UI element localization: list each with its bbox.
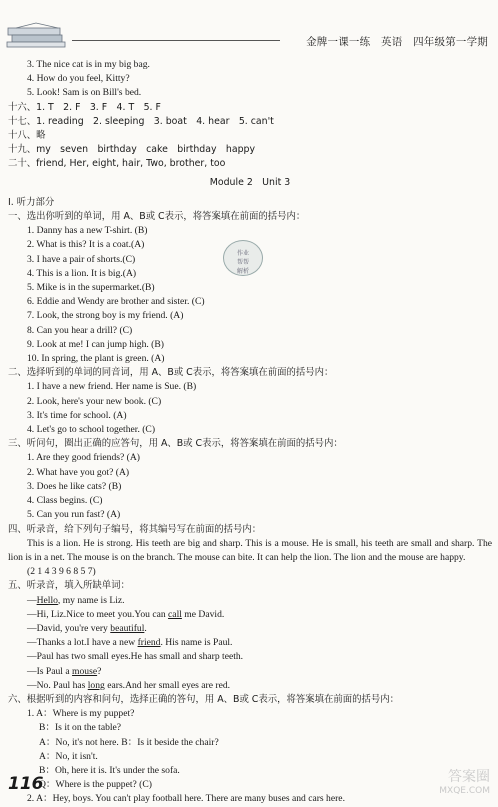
watermark: 答案圈 MXQE.COM	[439, 769, 490, 796]
answer-line: 1. Are they good friends? (A)	[27, 452, 140, 464]
module-title: Module 2 Unit 3	[209, 176, 291, 188]
section-title: 五、听录音，填入所缺单词：	[8, 580, 130, 592]
answer-line: 3. It's time for school. (A)	[27, 409, 127, 421]
listening-passage: This is a lion. He is strong. His teeth are big and sharp. This is a mouse. He is small, his teeth are small and sharp. The lion is in a net. The mouse is on the branch. The mouse can bite. It can help the lion. The lion and the mouse are happy.	[8, 537, 492, 563]
book-stack-icon	[6, 22, 68, 48]
section-title: 四、听录音，给下列句子编号，将其编号写在前面的括号内：	[8, 523, 262, 535]
answer-line: 4. Class begins. (C)	[27, 495, 103, 507]
answer-line: 10. In spring, the plant is green. (A)	[27, 353, 165, 365]
answer-line: 6. Eddie and Wendy are brother and sister. (C)	[27, 296, 205, 308]
dialogue-line: B：Oh, here it is. It's under the sofa.	[39, 764, 180, 776]
page-number: 116	[8, 774, 44, 794]
answer-line: 2. What is this? It is a coat.(A)	[27, 239, 145, 251]
answer-line: 3. The nice cat is in my big bag.	[27, 59, 150, 70]
answer-line: 十九、my seven birthday cake birthday happy	[8, 144, 256, 156]
dialogue-line: 2. A：Hey, boys. You can't play football here. There are many buses and cars here.	[27, 793, 345, 805]
answer-line: 2. Look, here's your new book. (C)	[27, 395, 162, 407]
filled-word: beautiful	[110, 622, 145, 634]
section-title: 二、选择听到的单词的同音词，用 A、B或 C表示，将答案填在前面的括号内：	[8, 367, 334, 379]
answer-line: 十六、1. T 2. F 3. F 4. T 5. F	[8, 101, 161, 113]
answer-line: 1. I have a new friend. Her name is Sue. (B)	[27, 381, 197, 393]
answer-content	[8, 58, 492, 807]
answer-line: 二十、friend, Her, eight, hair, Two, brother, too	[8, 158, 226, 170]
dialogue-line: A：No, it isn't.	[39, 750, 98, 762]
dialogue-line: —Paul has two small eyes.He has small and sharp teeth.	[27, 651, 244, 663]
dialogue-line: —Hello, my name is Liz.	[27, 594, 125, 606]
page-header	[0, 0, 498, 56]
answer-line: 7. Look, the strong boy is my friend. (A)	[27, 310, 184, 322]
dialogue-line: 1. A：Where is my puppet?	[27, 708, 135, 720]
answer-line: 十八、略	[8, 130, 46, 142]
filled-word: friend	[137, 637, 161, 649]
dialogue-line: —Hi, Liz.Nice to meet you.You can call me David.	[27, 608, 225, 620]
answer-line: 4. This is a lion. It is big.(A)	[27, 267, 137, 279]
dialogue-line: —Is Paul a mouse?	[27, 665, 102, 677]
answer-line: 5. Look! Sam is on Bill's bed.	[27, 87, 142, 99]
header-rule	[72, 40, 280, 41]
section-title: 一、选出你听到的单词，用 A、B或 C表示，将答案填在前面的括号内：	[8, 211, 306, 223]
filled-word: call	[168, 608, 182, 620]
filled-word: long	[87, 679, 105, 691]
answer-line: 4. Let's go to school together. (C)	[27, 424, 156, 436]
answer-line: 十七、1. reading 2. sleeping 3. boat 4. hear 5. can't	[8, 115, 274, 127]
dialogue-line: Q：Where is the puppet? (C)	[39, 779, 152, 791]
answer-line: 2. What have you got? (A)	[27, 466, 130, 478]
dialogue-line: —David, you're very beautiful.	[27, 622, 147, 634]
homework-stamp: 作业 帮帮 解析	[223, 240, 263, 276]
filled-word: mouse	[72, 665, 98, 677]
answer-line: 4. How do you feel, Kitty?	[27, 73, 130, 85]
answer-line: 8. Can you hear a drill? (C)	[27, 324, 133, 336]
section-title: 三、听问句，圈出正确的应答句，用 A、B或 C表示，将答案填在前面的括号内：	[8, 438, 343, 450]
dialogue-line: —No. Paul has long ears.And her small eyes are red.	[27, 679, 231, 691]
header-title: 金牌一课一练 英语 四年级第一学期	[306, 36, 488, 48]
dialogue-line: B：Is it on the table?	[39, 722, 122, 734]
answer-line: 3. I have a pair of shorts.(C)	[27, 253, 136, 265]
dialogue-line: —Thanks a lot.I have a new friend. His name is Paul.	[27, 637, 233, 649]
order-answer: (2 1 4 3 9 6 8 5 7)	[27, 566, 96, 578]
section-title: 六、根据听到的内容和问句，选择正确的答句，用 A、B或 C表示，将答案填在前面的括号内：	[8, 693, 399, 705]
answer-line: 3. Does he like cats? (B)	[27, 480, 122, 492]
answer-line: 1. Danny has a new T-shirt. (B)	[27, 225, 148, 237]
answer-line: 5. Can you run fast? (A)	[27, 509, 121, 521]
dialogue-line: A：No, it's not here. B：Is it beside the chair?	[39, 736, 219, 748]
answer-line: 5. Mike is in the supermarket.(B)	[27, 282, 155, 294]
answer-line: 9. Look at me! I can jump high. (B)	[27, 338, 164, 350]
part-title: Ⅰ. 听力部分	[8, 196, 55, 208]
filled-word: Hello	[36, 594, 58, 606]
